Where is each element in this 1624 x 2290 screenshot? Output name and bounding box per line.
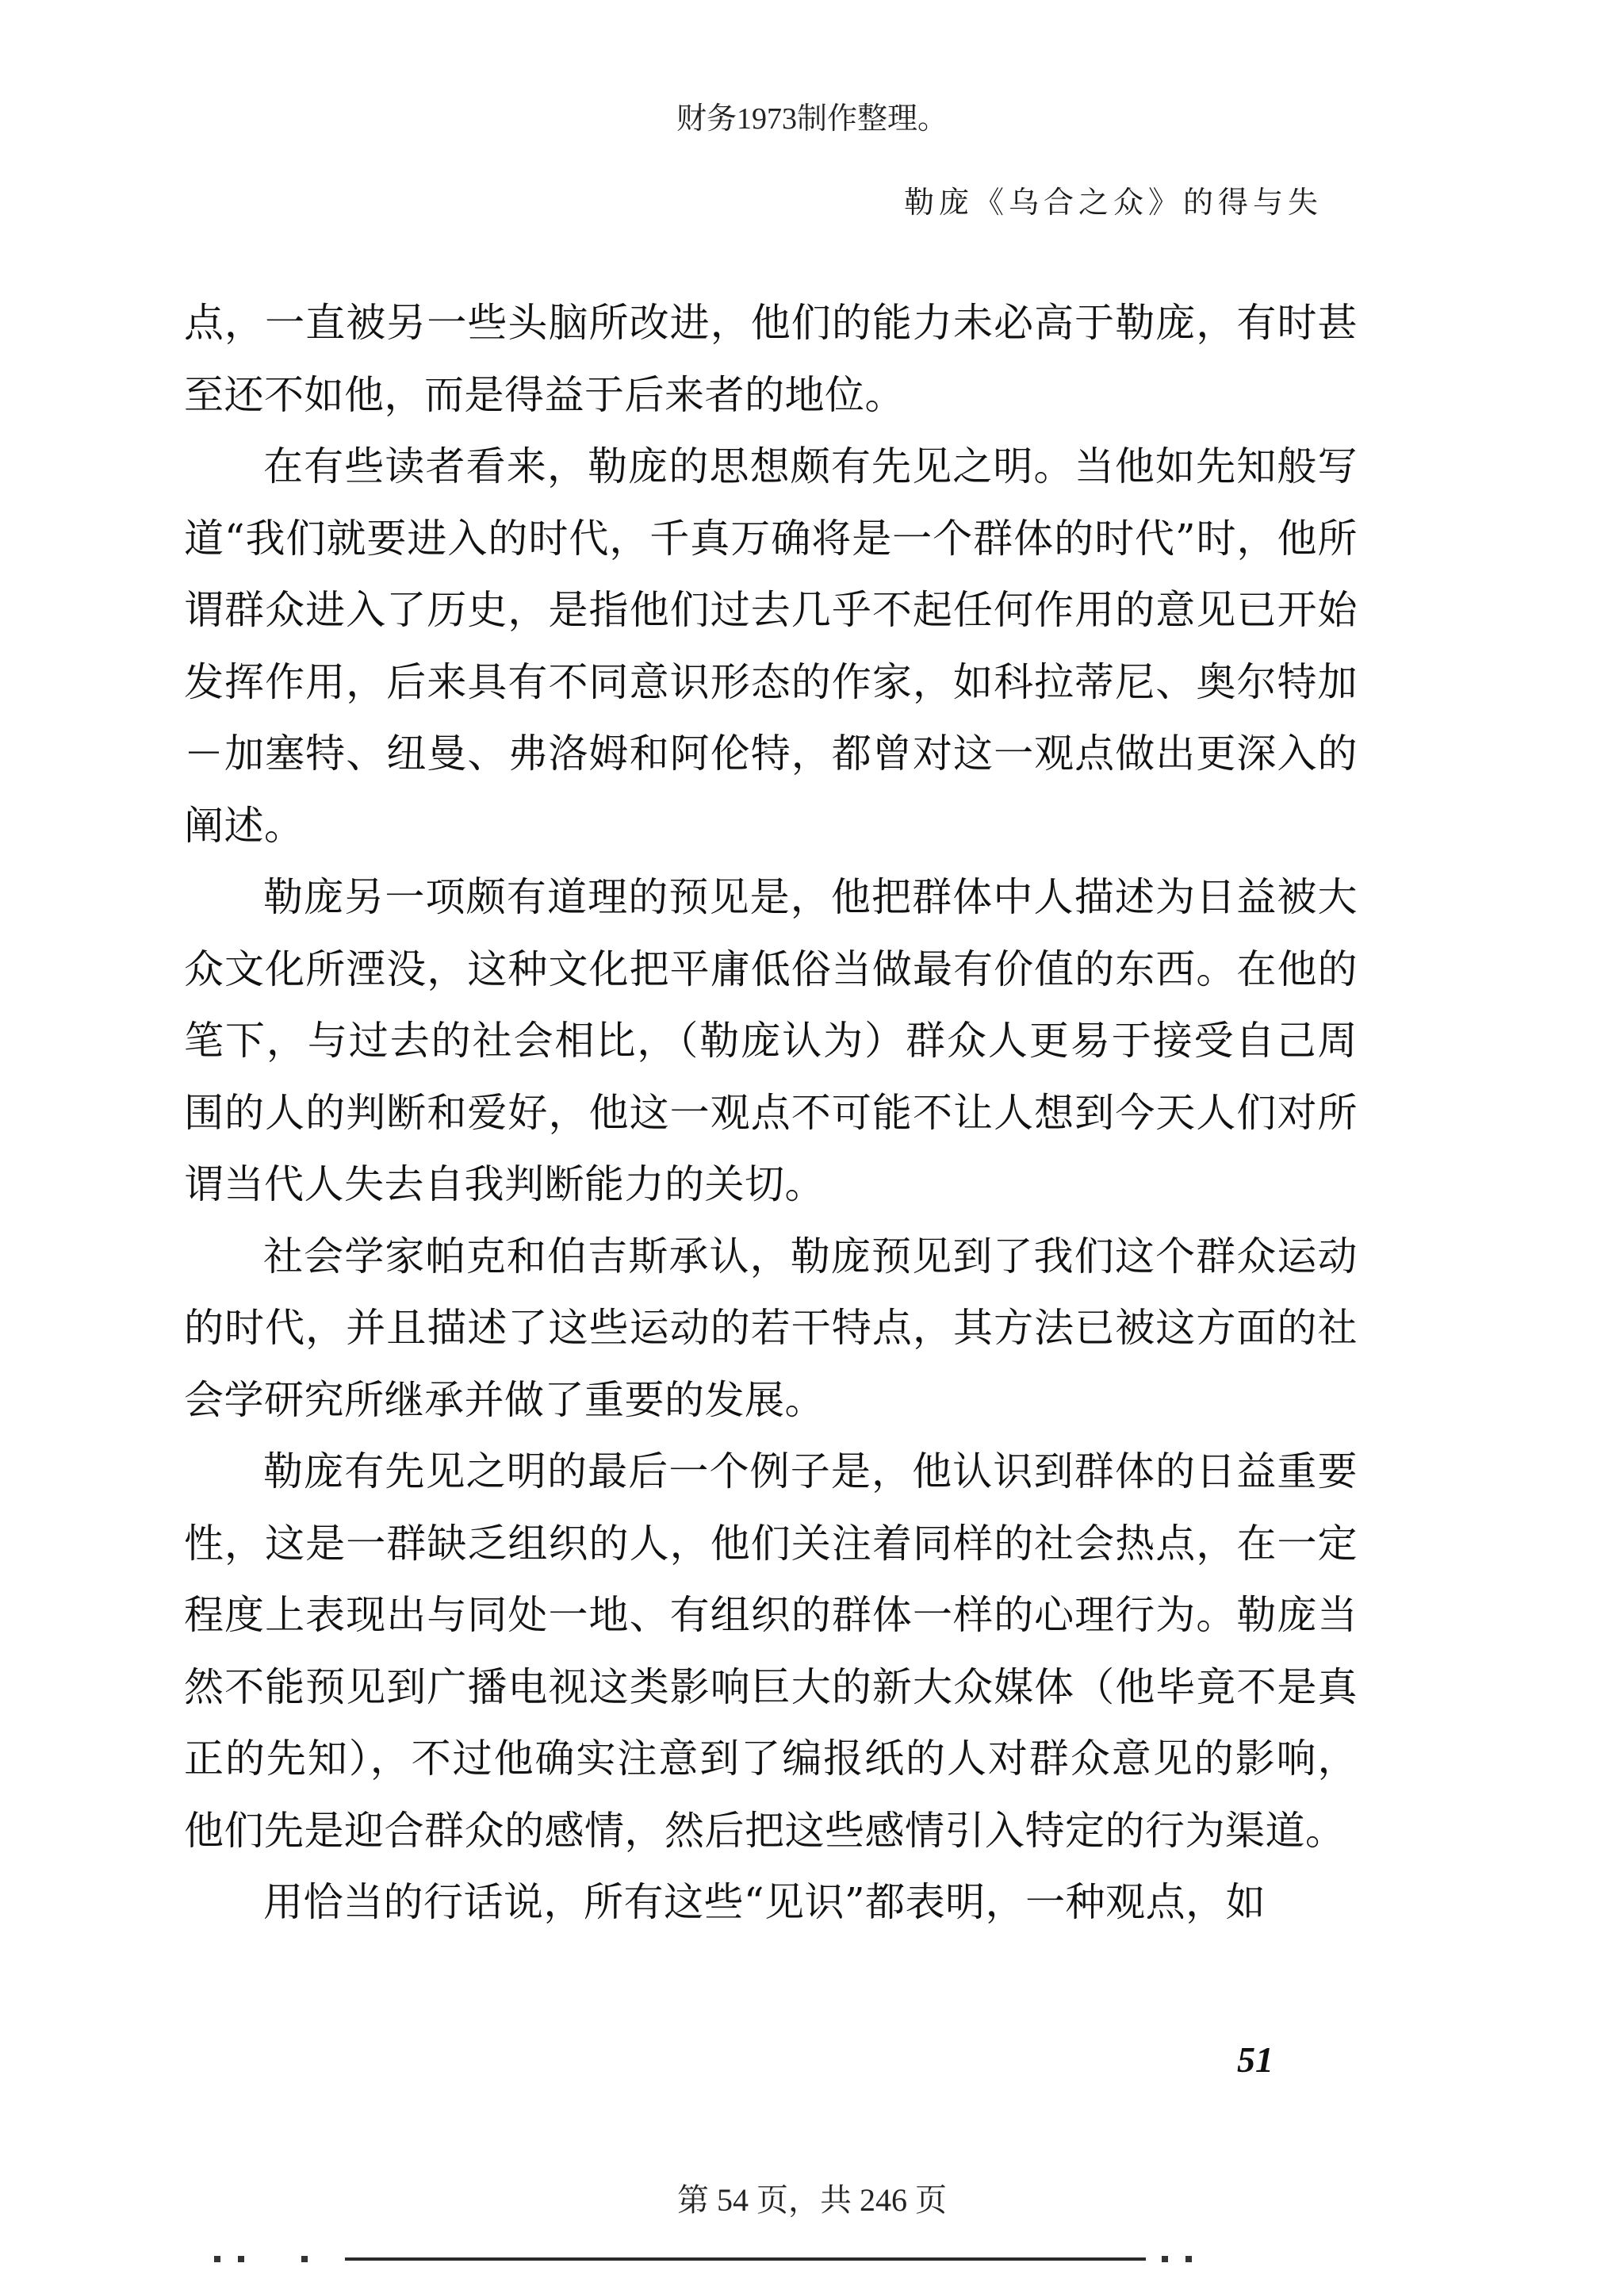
running-header: 勒庞《乌合之众》的得与失: [903, 185, 1323, 220]
watermark-text: 财务1973制作整理。: [676, 102, 948, 136]
scan-dot: [1162, 2256, 1168, 2262]
paragraph-4: 社会学家帕克和伯吉斯承认，勒庞预见到了我们这个群众运动的时代，并且描述了这些运动的若干特点，其方法已被这方面的社会学研究所继承并做了重要的发展。: [184, 1233, 1358, 1423]
scan-rule: [345, 2257, 1146, 2261]
scan-dot: [238, 2256, 244, 2262]
body-text: [184, 287, 1358, 1939]
scan-dot: [214, 2256, 220, 2262]
scan-artifact-line: [214, 2251, 1372, 2267]
paragraph-6: 用恰当的行话说，所有这些“见识”都表明，一种观点，如: [263, 1879, 1266, 1925]
paragraph-3: 勒庞另一项颇有道理的预见是，他把群体中人描述为日益被大众文化所湮没，这种文化把平庸低俗当做最有价值的东西。在他的笔下，与过去的社会相比，（勒庞认为）群众人更易于接受自己周围的人的判断和爱好，他这一观点不可能不让人想到今天人们对所谓当代人失去自我判断能力的关切。: [184, 874, 1358, 1207]
paragraph-2: 在有些读者看来，勒庞的思想颇有先见之明。当他如先知般写道“我们就要进入的时代，千真万确将是一个群体的时代”时，他所谓群众进入了历史，是指他们过去几乎不起任何作用的意见已开始发挥作用，后来具有不同意识形态的作家，如科拉蒂尼、奥尔特加－加塞特、纽曼、弗洛姆和阿伦特，都曾对这一观点做出更深入的阐述。: [184, 443, 1358, 849]
page-counter: 第 54 页，共 246 页: [677, 2182, 947, 2218]
paragraph-1: 点，一直被另一些头脑所改进，他们的能力未必高于勒庞，有时甚至还不如他，而是得益于后来者的地位。: [184, 300, 1358, 418]
scan-dot: [301, 2256, 308, 2262]
page-number: 51: [1237, 2039, 1274, 2080]
paragraph-5: 勒庞有先见之明的最后一个例子是，他认识到群体的日益重要性，这是一群缺乏组织的人，他们关注着同样的社会热点，在一定程度上表现出与同处一地、有组织的群体一样的心理行为。勒庞当然不能预见到广播电视这类影响巨大的新大众媒体（他毕竟不是真正的先知），不过他确实注意到了编报纸的人对群众意见的影响，他们先是迎合群众的感情，然后把这些感情引入特定的行为渠道。: [184, 1448, 1358, 1854]
scan-dot: [1185, 2256, 1192, 2262]
